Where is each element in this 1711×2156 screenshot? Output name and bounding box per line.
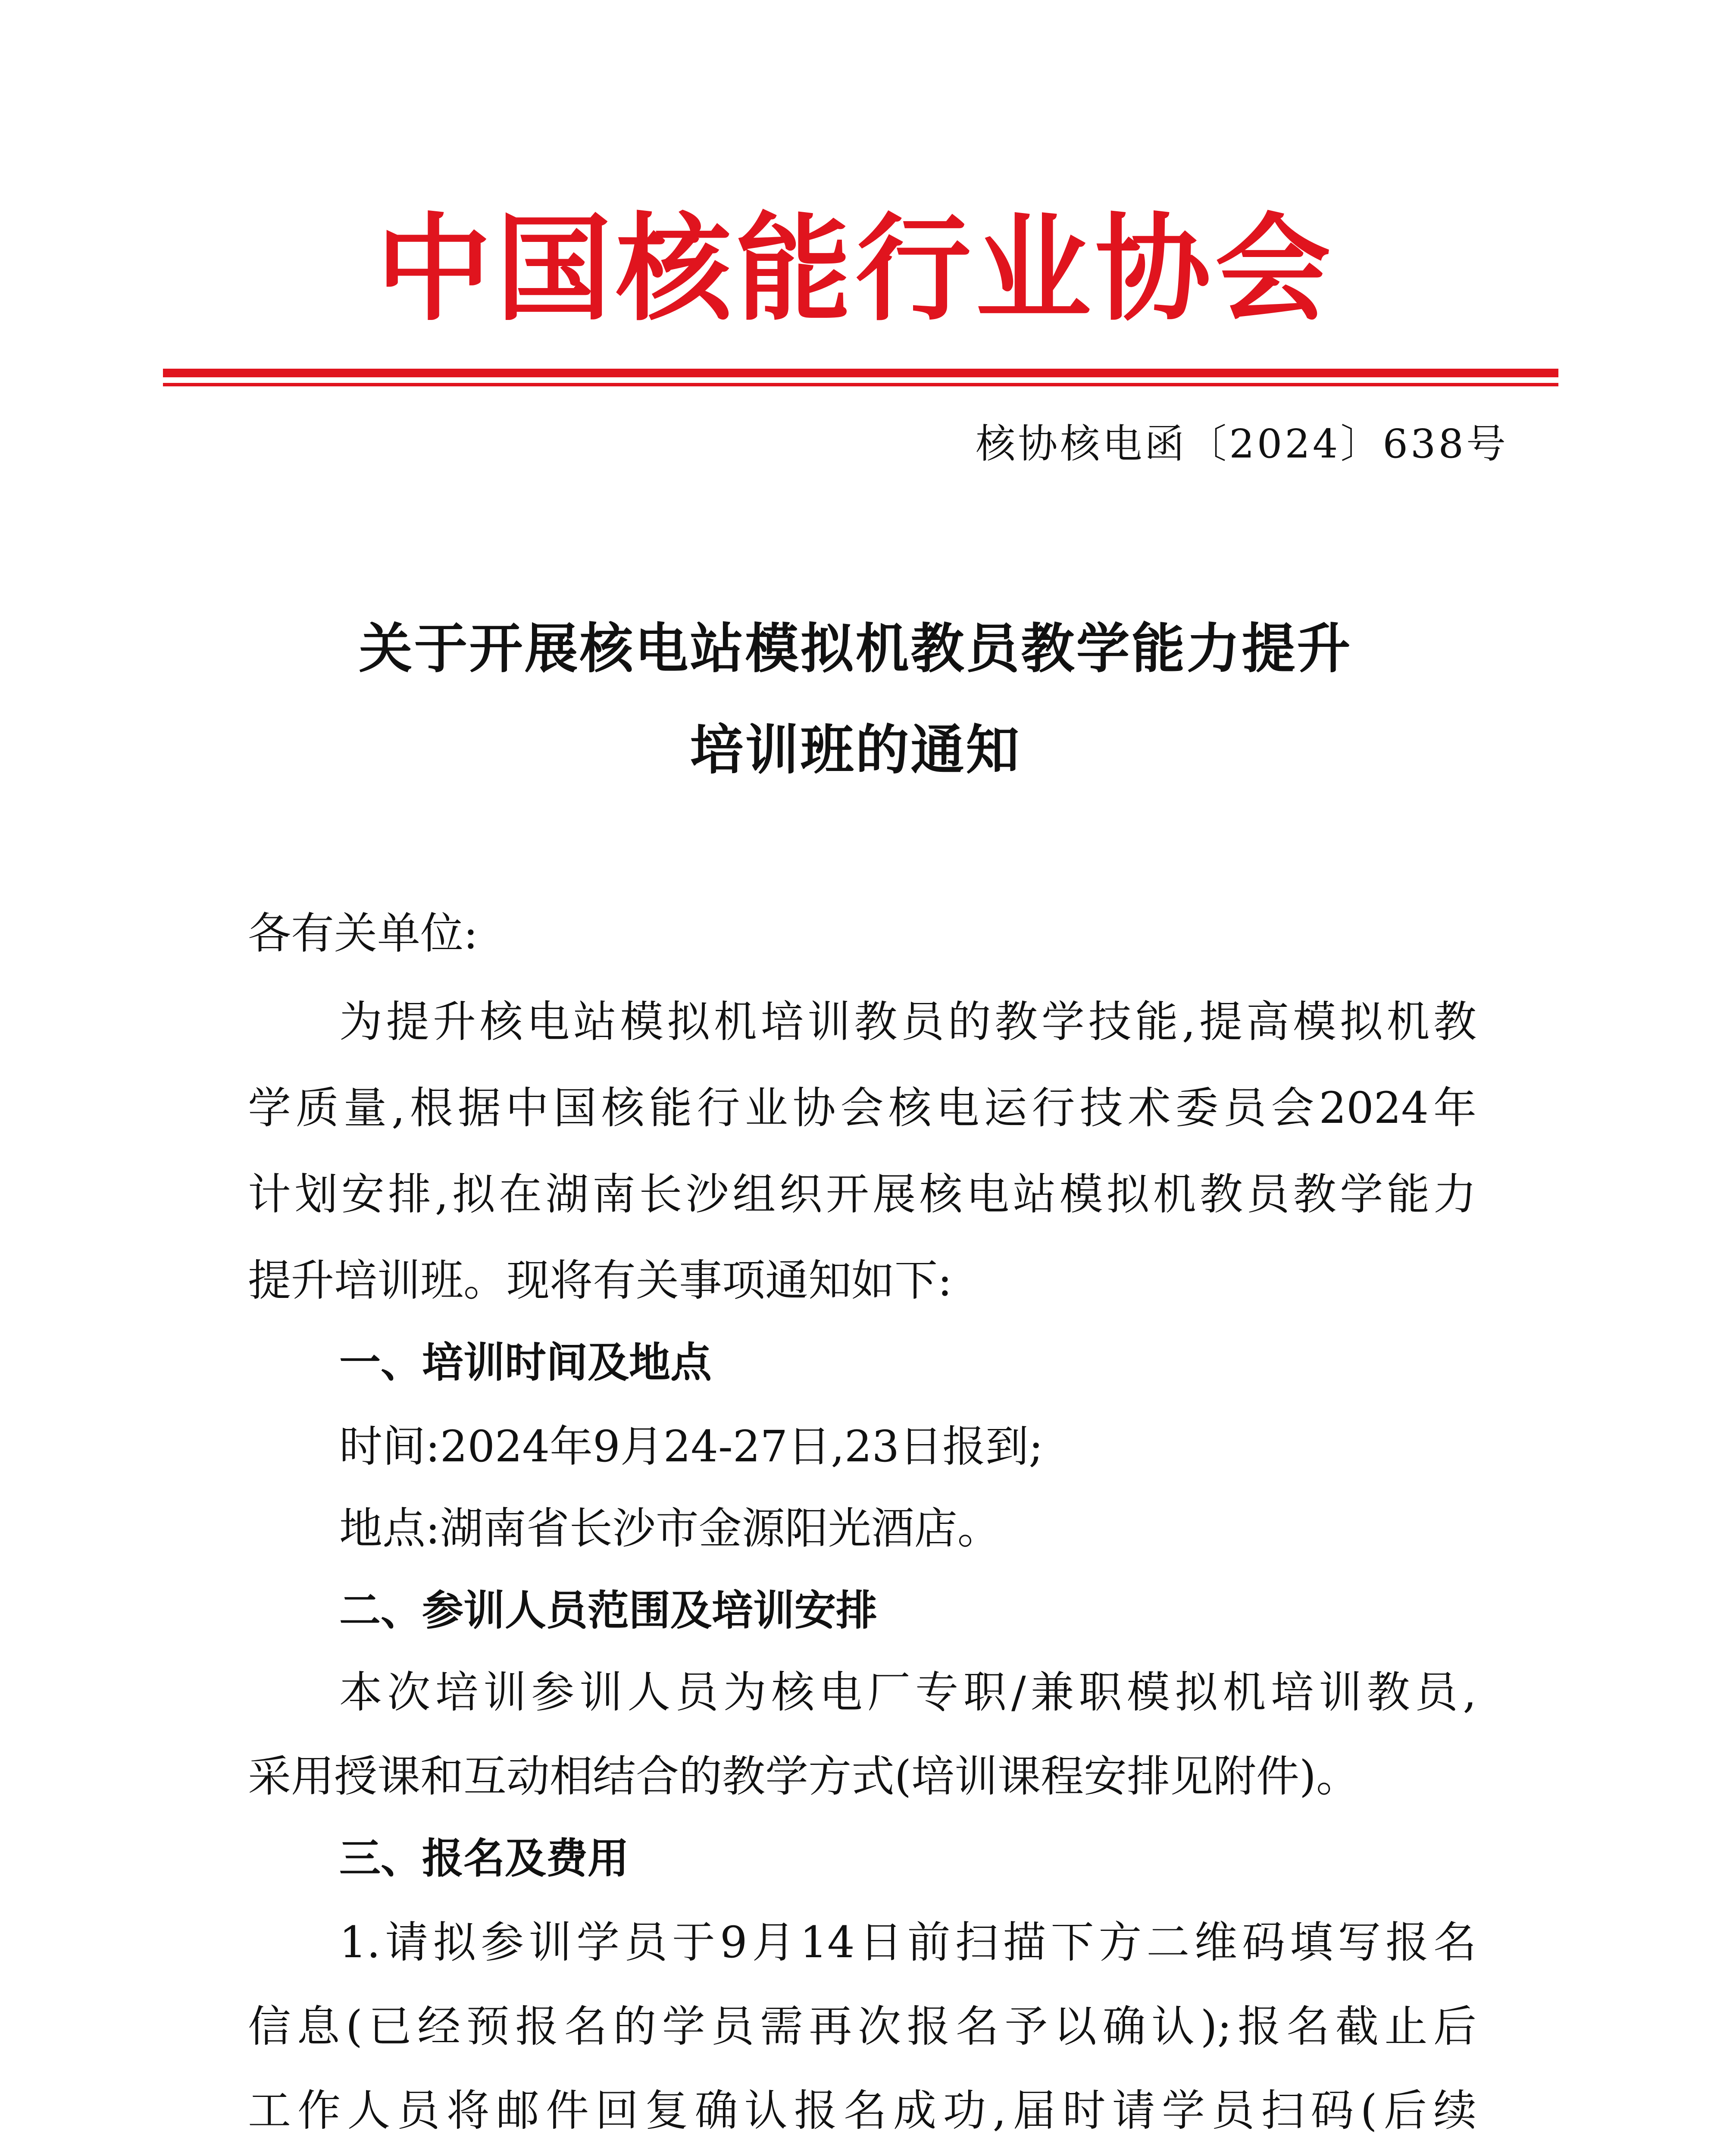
section-3-line: 信息(已经预报名的学员需再次报名予以确认);报名截止后 (248, 2001, 1476, 2052)
section-3-line (248, 2154, 1476, 2156)
section-2-line: 本次培训参训人员为核电厂专职/兼职模拟机培训教员, (339, 1667, 1476, 1717)
section-3-line: 工作人员将邮件回复确认报名成功,届时请学员扫码(后续 (248, 2085, 1476, 2136)
training-time: 时间:2024年9月24-27日,23日报到; (339, 1421, 1043, 1472)
section-1-heading: 一、培训时间及地点 (339, 1338, 712, 1387)
letterhead-rule-thick (163, 369, 1558, 377)
intro-line: 为提升核电站模拟机培训教员的教学技能,提高模拟机教 (339, 997, 1476, 1047)
notice-title-line-1: 关于开展核电站模拟机教员教学能力提升 (359, 617, 1352, 680)
document-number: 核协核电函〔2024〕638号 (976, 421, 1508, 467)
notice-title-line-2: 培训班的通知 (690, 719, 1021, 781)
section-3-heading: 三、报名及费用 (339, 1834, 629, 1883)
section-3-line: 1.请拟参训学员于9月14日前扫描下方二维码填写报名 (339, 1917, 1476, 1968)
salutation: 各有关单位: (248, 908, 478, 959)
training-place: 地点:湖南省长沙市金源阳光酒店。 (339, 1503, 1001, 1554)
section-2-line: 采用授课和互动相结合的教学方式(培训课程安排见附件)。 (248, 1751, 1360, 1802)
intro-line: 学质量,根据中国核能行业协会核电运行技术委员会2024年 (248, 1083, 1476, 1133)
intro-line: 计划安排,拟在湖南长沙组织开展核电站模拟机教员教学能力 (248, 1169, 1476, 1219)
section-2-heading: 二、参训人员范围及培训安排 (339, 1586, 877, 1635)
letterhead-rule-thin (163, 383, 1558, 386)
intro-line: 提升培训班。现将有关事项通知如下: (248, 1255, 952, 1306)
letterhead-org-name: 中国核能行业协会 (376, 202, 1335, 337)
